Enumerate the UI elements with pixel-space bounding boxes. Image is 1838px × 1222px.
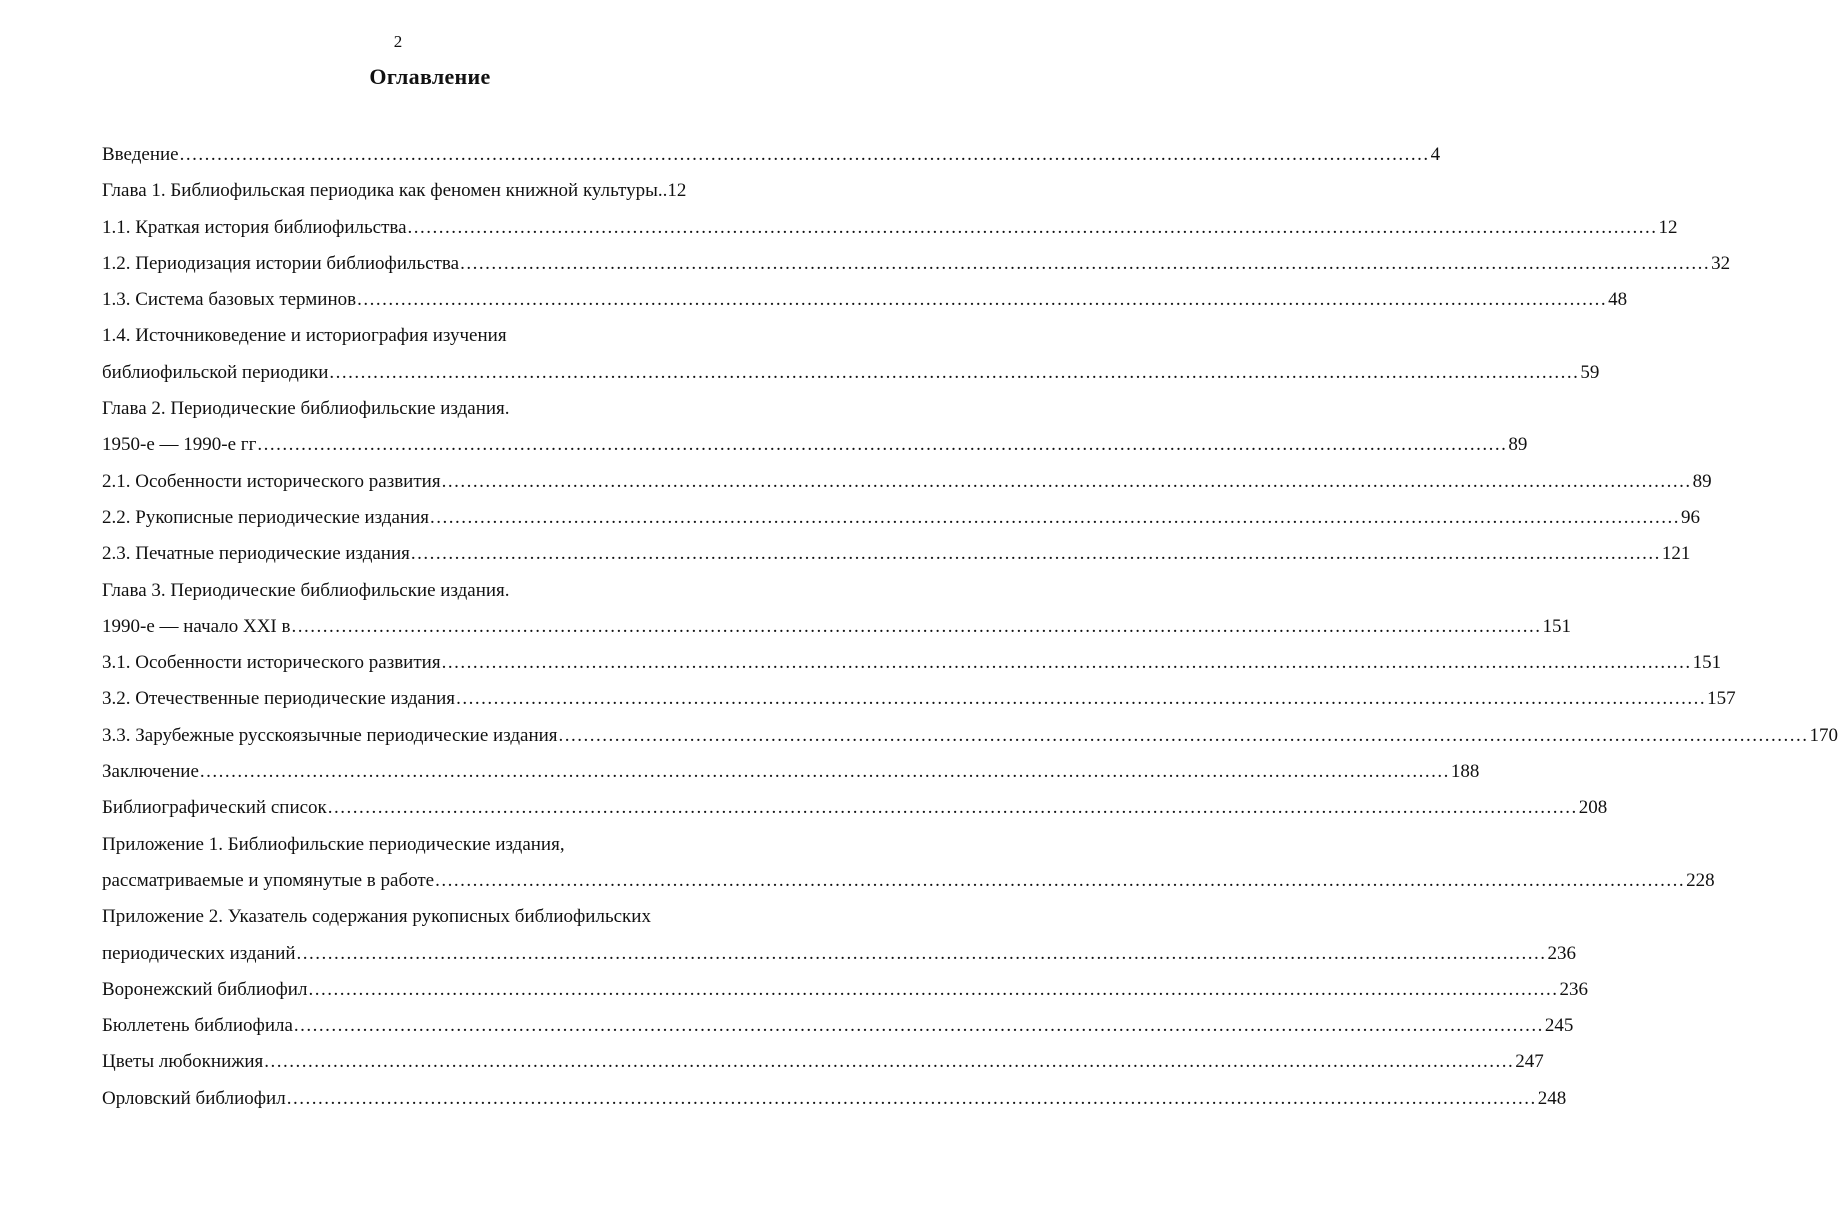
- toc-dot-leader: ........................................................................................................................................................................................................: [558, 724, 1809, 746]
- toc-entry-page: 236: [1547, 942, 1577, 964]
- toc-entry-title: 3.2. Отечественные периодические издания: [102, 688, 456, 710]
- toc-entry: [102, 866, 1715, 902]
- toc-dot-leader: ........................................................................................................................................................................................................: [257, 434, 1508, 456]
- toc-entry: [102, 140, 1441, 176]
- toc-entry: [102, 358, 1600, 394]
- toc-entry-title: Орловский библиофил: [102, 1087, 286, 1109]
- page-title: Оглавление: [369, 64, 491, 89]
- toc-dot-leader: ........................................................................................................................................................................................................: [286, 1087, 1537, 1109]
- toc-entry: [102, 430, 1528, 466]
- toc-dot-leader: ........................................................................................................................................................................................................: [327, 797, 1578, 819]
- toc-entry-title: 1.2. Периодизация истории библиофильства: [102, 252, 460, 274]
- toc-entry-title: Заключение: [102, 761, 199, 783]
- toc-dot-leader: ........................................................................................................................................................................................................: [407, 216, 1658, 238]
- toc-entry-title: Глава 3. Периодические библиофильские издания.: [102, 579, 510, 601]
- toc-entry: [102, 503, 1701, 539]
- toc-dot-leader: ........................................................................................................................................................................................................: [441, 470, 1692, 492]
- toc-entry: [102, 757, 1480, 793]
- toc-dot-leader: ........................................................................................................................................................................................................: [357, 289, 1608, 311]
- toc-entry: [102, 394, 734, 430]
- toc-dot-leader: ........................................................................................................................................................................................................: [199, 761, 1450, 783]
- toc-entry: [102, 1084, 1567, 1120]
- toc-entry-page: 245: [1544, 1015, 1574, 1037]
- toc-dot-leader: ........................................................................................................................................................................................................: [329, 361, 1580, 383]
- toc-entry-page: 247: [1515, 1051, 1544, 1073]
- toc-entry: [102, 721, 1838, 757]
- toc-dot-leader: ........................................................................................................................................................................................................: [291, 615, 1542, 637]
- toc-entry: [102, 321, 734, 357]
- toc-entry-page: 228: [1686, 869, 1715, 891]
- toc-entry-title: 2.3. Печатные периодические издания: [102, 543, 410, 565]
- toc-entry: [102, 539, 1691, 575]
- toc-entry: [102, 1011, 1574, 1047]
- toc-entry-page: 4: [1430, 144, 1441, 165]
- toc-entry: [102, 249, 1731, 285]
- toc-entry: [102, 285, 1628, 321]
- toc-entry-page: 96: [1681, 506, 1701, 528]
- toc-entry-title: 2.1. Особенности исторического развития: [102, 470, 441, 492]
- toc-entry: [102, 576, 734, 612]
- toc-dot-leader: ........................................................................................................................................................................................................: [441, 652, 1692, 674]
- toc-entry-title: 2.2. Рукописные периодические издания: [102, 506, 430, 528]
- toc-entry: [102, 213, 1678, 249]
- toc-entry-page: 157: [1707, 688, 1736, 710]
- toc-entry-page: 188: [1450, 761, 1480, 783]
- toc-dot-leader: ........................................................................................................................................................................................................: [456, 688, 1707, 710]
- toc-dot-leader: ........................................................................................................................................................................................................: [460, 252, 1711, 274]
- page-number: 2: [393, 32, 403, 51]
- toc-entry-page: 32: [1711, 252, 1731, 274]
- toc-entry-title: периодических изданий: [102, 942, 296, 964]
- toc-entry-page: 248: [1537, 1087, 1567, 1109]
- toc-entry-title: Бюллетень библиофила: [102, 1015, 293, 1037]
- toc-entry: [102, 1047, 1544, 1083]
- toc-entry: [102, 902, 734, 938]
- toc-entry-page: 170: [1809, 724, 1838, 746]
- toc-entry: [102, 684, 1736, 720]
- toc-entry: [102, 467, 1712, 503]
- toc-entry-page: 151: [1542, 615, 1571, 637]
- toc-entry-title: 3.3. Зарубежные русскоязычные периодические издания: [102, 724, 558, 746]
- toc-entry-title: 1.1. Краткая история библиофильства: [102, 216, 407, 238]
- toc-entry: [102, 648, 1722, 684]
- toc-entry-title: 1.3. Система базовых терминов: [102, 289, 357, 311]
- toc-dot-leader: ........................................................................................................................................................................................................: [430, 506, 1681, 528]
- toc-dot-leader: ........................................................................................................................................................................................................: [410, 543, 1661, 565]
- toc-entry-page: 48: [1608, 289, 1628, 311]
- toc-entry-page: 59: [1580, 361, 1600, 383]
- toc-entry-page: 89: [1692, 470, 1712, 492]
- toc-entry: [102, 975, 1588, 1011]
- toc-entry-title: библиофильской периодики: [102, 361, 329, 383]
- toc-entry-page: 121: [1661, 543, 1691, 565]
- toc-entry-title: Воронежский библиофил: [102, 978, 308, 1000]
- toc-entry-page: 151: [1692, 652, 1722, 674]
- toc-entry-title: рассматриваемые и упомянутые в работе: [102, 869, 435, 891]
- toc-dot-leader: ........................................................................................................................................................................................................: [293, 1015, 1544, 1037]
- toc-dot-leader: ........................................................................................................................................................................................................: [296, 942, 1547, 964]
- toc-entry-page: 208: [1578, 797, 1608, 819]
- toc-entry-title: Введение: [102, 144, 179, 165]
- toc-entry-title: Библиографический список: [102, 797, 327, 819]
- toc-entry-title: 1.4. Источниковедение и историография изучения: [102, 325, 507, 347]
- toc-entry: [102, 612, 1571, 648]
- table-of-contents: [102, 140, 1838, 1120]
- toc-entry-title: Приложение 2. Указатель содержания рукописных библиофильских: [102, 906, 651, 928]
- toc-entry-title: Глава 2. Периодические библиофильские издания.: [102, 398, 510, 420]
- toc-entry: [102, 793, 1608, 829]
- toc-dot-leader: ........................................................................................................................................................................................................: [264, 1051, 1515, 1073]
- toc-entry-title: Приложение 1. Библиофильские периодические издания,: [102, 833, 565, 855]
- toc-dot-leader: ........................................................................................................................................................................................................: [308, 978, 1559, 1000]
- toc-dot-leader: ........................................................................................................................................................................................................: [435, 869, 1686, 891]
- toc-entry-page: 12: [1658, 216, 1678, 238]
- toc-entry-title: 1950-е — 1990-е гг: [102, 434, 257, 456]
- toc-entry-title: Глава 1. Библиофильская периодика как феномен книжной культуры..12: [102, 180, 687, 202]
- toc-entry-page: 236: [1559, 978, 1588, 1000]
- toc-dot-leader: ........................................................................................................................................................................................................: [179, 144, 1430, 165]
- toc-entry-title: 3.1. Особенности исторического развития: [102, 652, 441, 674]
- toc-entry: [102, 176, 734, 212]
- toc-entry-title: 1990-е — начало XXI в: [102, 615, 291, 637]
- toc-entry-title: Цветы любокнижия: [102, 1051, 264, 1073]
- toc-entry: [102, 939, 1577, 975]
- toc-entry-page: 89: [1508, 434, 1528, 456]
- toc-entry: [102, 830, 734, 866]
